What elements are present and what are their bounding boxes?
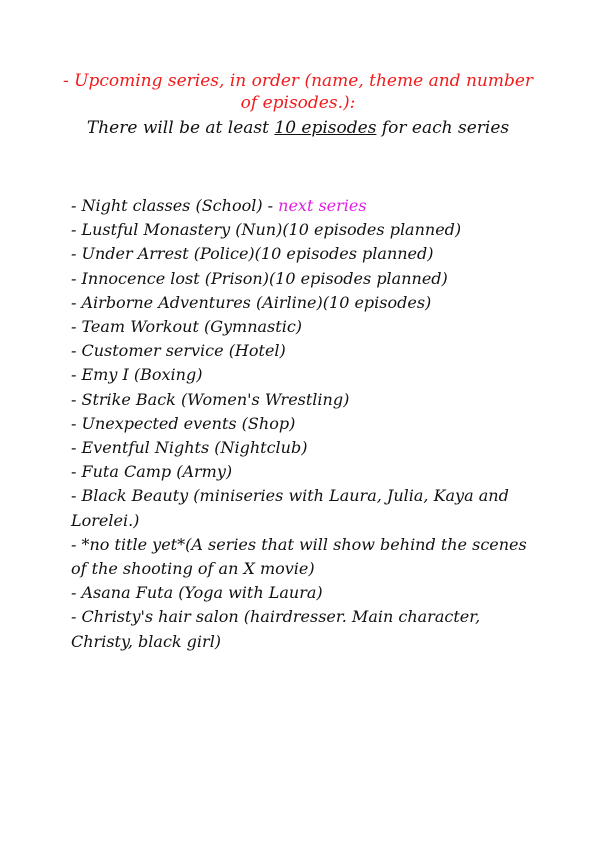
series-item: - Asana Futa (Yoga with Laura) <box>71 583 323 603</box>
series-item: - *no title yet*(A series that will show behind the scenes of the shooting of an X movie) <box>71 534 527 579</box>
series-item: - Unexpected events (Shop) <box>71 413 296 433</box>
series-item: - Team Workout (Gymnastic) <box>71 317 303 337</box>
next-series-tag: next series <box>278 196 367 215</box>
series-item: - Emy I (Boxing) <box>71 365 203 385</box>
series-item-night-classes <box>71 194 536 218</box>
series-item: - Strike Back (Women's Wrestling) <box>71 389 350 409</box>
document-header <box>60 70 536 139</box>
series-item: - Futa Camp (Army) <box>71 462 233 482</box>
episodes-note-pre: There will be at least <box>86 118 275 138</box>
series-item: - Christy's hair salon (hairdresser. Main character, Christy, black girl) <box>71 607 481 651</box>
series-item: - Under Arrest (Police)(10 episodes planned) <box>71 244 434 264</box>
series-item: - Airborne Adventures (Airline)(10 episodes) <box>71 292 432 312</box>
episodes-note-underlined: 10 episodes <box>274 118 377 138</box>
series-list <box>71 194 536 654</box>
series-item: - Lustful Monastery (Nun)(10 episodes planned) <box>71 220 462 240</box>
series-item: - Eventful Nights (Nightclub) <box>71 438 308 458</box>
series-item: - Innocence lost (Prison)(10 episodes planned) <box>71 268 448 288</box>
upcoming-series-title: - Upcoming series, in order (name, theme and number of episodes.): <box>62 71 534 113</box>
series-item: - Customer service (Hotel) <box>71 341 286 361</box>
series-item-text: - Night classes (School) - <box>71 196 279 215</box>
episodes-note-post: for each series <box>376 118 510 138</box>
episodes-note <box>60 117 536 139</box>
series-item: - Black Beauty (miniseries with Laura, Julia, Kaya and Lorelei.) <box>71 486 509 530</box>
